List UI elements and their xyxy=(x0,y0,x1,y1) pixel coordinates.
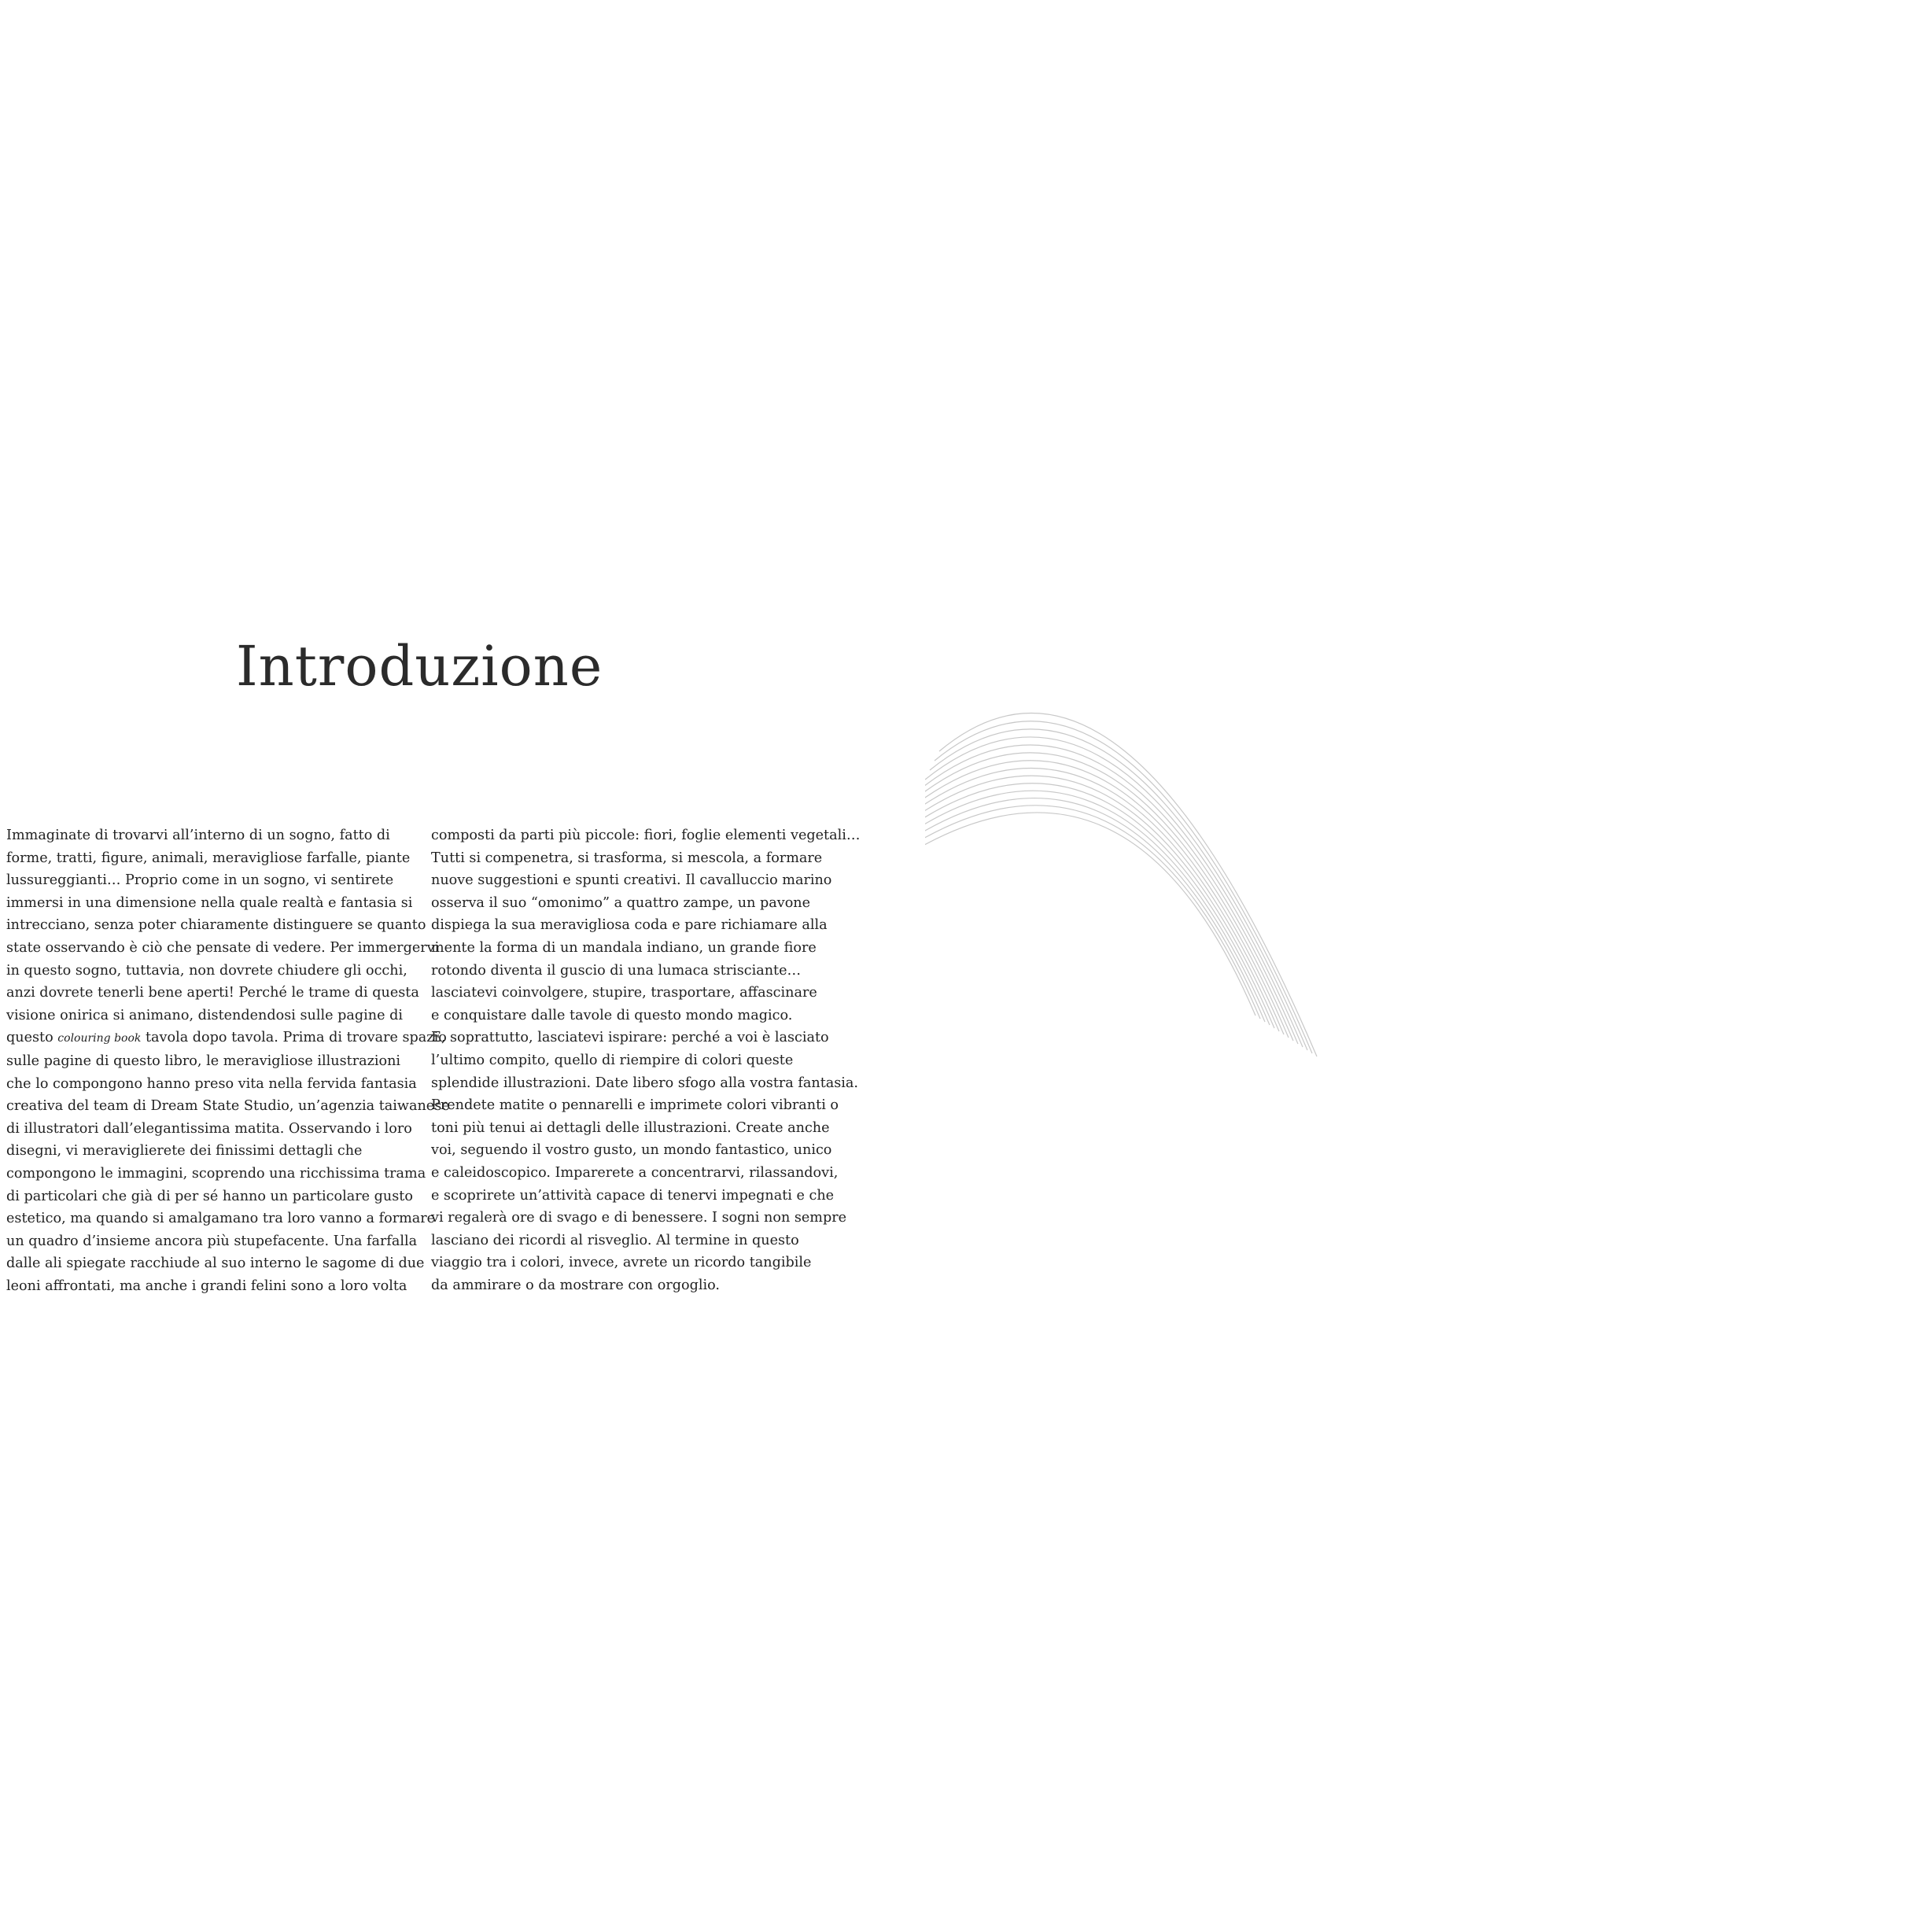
text-line: splendide illustrazioni. Date libero sfogo alla vostra fantasia. xyxy=(431,1075,859,1091)
text-line: di illustratori dall’elegantissima matita. Osservando i loro xyxy=(6,1120,412,1137)
text-line: voi, seguendo il vostro gusto, un mondo fantastico, unico xyxy=(431,1142,832,1159)
text-line: dalle ali spiegate racchiude al suo interno le sagome di due xyxy=(6,1255,425,1272)
text-line: E, soprattutto, lasciatevi ispirare: perché a voi è lasciato xyxy=(431,1030,829,1046)
text-line: Prendete matite o pennarelli e imprimete colori vibranti o xyxy=(431,1097,839,1114)
text-line: immersi in una dimensione nella quale realtà e fantasia si xyxy=(6,894,413,911)
text-line: estetico, ma quando si amalgamano tra loro vanno a formare xyxy=(6,1211,436,1227)
text-line: viaggio tra i colori, invece, avrete un ricordo tangibile xyxy=(431,1255,812,1271)
text-line: dispiega la sua meravigliosa coda e pare richiamare alla xyxy=(431,917,828,934)
text-line: intrecciano, senza poter chiaramente distinguere se quanto xyxy=(6,917,426,934)
text-line: creativa del team di Dream State Studio, un’agenzia taiwanese xyxy=(6,1098,450,1115)
text-line xyxy=(6,1027,447,1050)
text-column-2 xyxy=(431,824,861,1296)
text-line: e scoprirete un’attività capace di tenervi impegnati e che xyxy=(431,1187,835,1204)
text-line: di particolari che già di per sé hanno un particolare gusto xyxy=(6,1188,413,1204)
text-line: Tutti si compenetra, si trasforma, si mescola, a formare xyxy=(431,850,823,866)
left-page xyxy=(0,0,925,1932)
text-fragment: tavola dopo tavola. Prima di trovare spazio xyxy=(141,1030,447,1046)
bird-floral-illustration-icon xyxy=(925,465,1932,1473)
text-line: sulle pagine di questo libro, le meravigliose illustrazioni xyxy=(6,1053,401,1069)
text-line: compongono le immagini, scoprendo una ricchissima trama xyxy=(6,1165,426,1182)
text-line: visione onirica si animano, distendendosi sulle pagine di xyxy=(6,1007,403,1023)
text-line: da ammirare o da mostrare con orgoglio. xyxy=(431,1277,720,1293)
text-line: l’ultimo compito, quello di riempire di colori queste xyxy=(431,1052,794,1068)
text-line: composti da parti più piccole: fiori, foglie elementi vegetali… xyxy=(431,828,861,843)
text-line: un quadro d’insieme ancora più stupefacente. Una farfalla xyxy=(6,1233,418,1249)
text-line: rotondo diventa il guscio di una lumaca strisciante… xyxy=(431,962,802,979)
text-line: leoni affrontati, ma anche i grandi felini sono a loro volta xyxy=(6,1278,407,1294)
coloring-illustration xyxy=(925,465,1932,1473)
text-line: disegni, vi meraviglierete dei finissimi dettagli che xyxy=(6,1143,363,1160)
text-line: anzi dovrete tenerli bene aperti! Perché le trame di questa xyxy=(6,985,419,1001)
italic-fragment: colouring book xyxy=(57,1032,142,1045)
text-line: in questo sogno, tuttavia, non dovrete chiudere gli occhi, xyxy=(6,962,407,979)
text-line: forme, tratti, figure, animali, meravigliose farfalle, piante xyxy=(6,850,411,866)
text-line: e conquistare dalle tavole di questo mondo magico. xyxy=(431,1007,793,1023)
page-title: Introduzione xyxy=(236,634,603,699)
text-line: che lo compongono hanno preso vita nella fervida fantasia xyxy=(6,1075,417,1092)
text-line: lasciatevi coinvolgere, stupire, trasportare, affascinare xyxy=(431,985,817,1001)
text-line: nuove suggestioni e spunti creativi. Il cavalluccio marino xyxy=(431,872,832,889)
text-line: lasciano dei ricordi al risveglio. Al termine in questo xyxy=(431,1232,799,1248)
text-line: Immaginate di trovarvi all’interno di un sogno, fatto di xyxy=(6,828,390,843)
text-line: vi regalerà ore di svago e di benessere. I sogni non sempre xyxy=(431,1210,847,1226)
text-line: mente la forma di un mandala indiano, un grande fiore xyxy=(431,939,817,956)
text-line: osserva il suo “omonimo” a quattro zampe, un pavone xyxy=(431,894,811,911)
text-column-1 xyxy=(6,824,450,1297)
text-line: state osservando è ciò che pensate di vedere. Per immergervi xyxy=(6,939,440,956)
text-line: lussureggianti… Proprio come in un sogno, vi sentirete xyxy=(6,872,394,889)
text-line: e caleidoscopico. Imparerete a concentrarvi, rilassandovi, xyxy=(431,1164,839,1181)
text-fragment: questo xyxy=(6,1030,58,1046)
text-line: toni più tenui ai dettagli delle illustrazioni. Create anche xyxy=(431,1119,830,1136)
